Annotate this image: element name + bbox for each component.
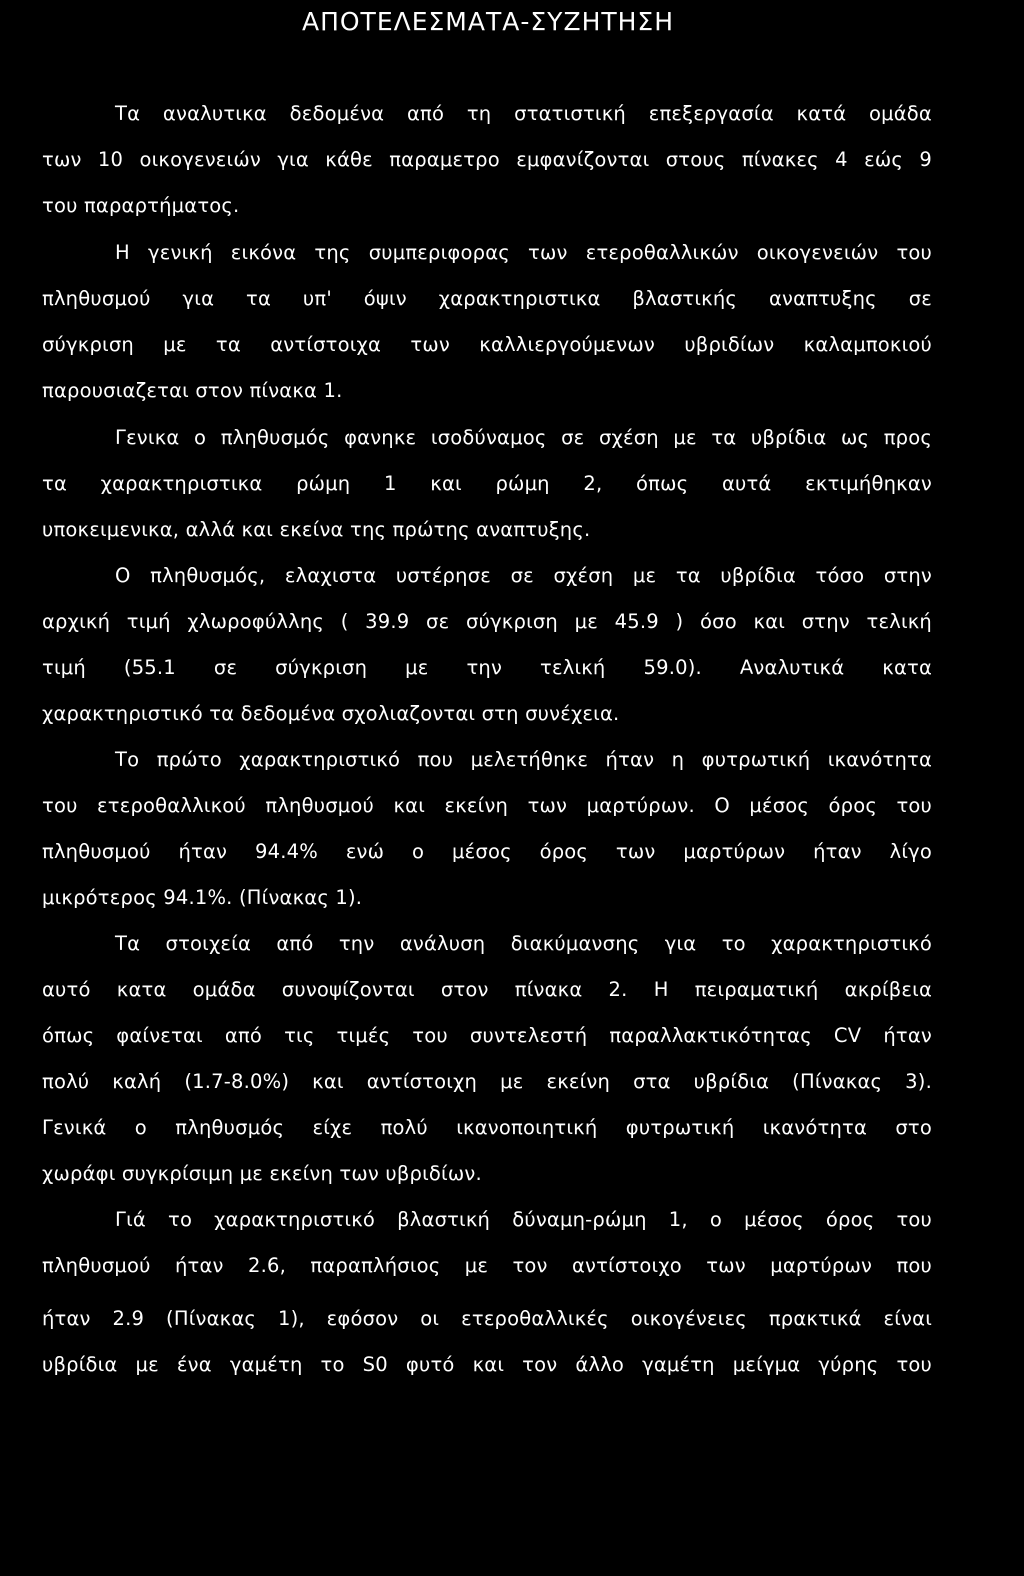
paragraph-7-line-1: Γιά το χαρακτηριστικό βλαστική δύναμη-ρώμη 1, ο μέσος όρος του — [115, 1208, 932, 1231]
paragraph-4-line-1: Ο πληθυσμός, ελαχιστα υστέρησε σε σχέση με τα υβρίδια τόσο στην — [115, 564, 932, 587]
paragraph-5-line-4: μικρότερος 94.1%. (Πίνακας 1). — [42, 886, 363, 909]
paragraph-3-line-1: Γενικα ο πληθυσμός φανηκε ισοδύναμος σε σχέση με τα υβρίδια ως προς — [115, 426, 932, 449]
paragraph-6-line-2: αυτό κατα ομάδα συνοψίζονται στον πίνακα 2. Η πειραματική ακρίβεια — [42, 978, 932, 1001]
paragraph-2-line-4: παρουσιαζεται στον πίνακα 1. — [42, 379, 343, 402]
paragraph-3-line-3: υποκειμενικα, αλλά και εκείνα της πρώτης αναπτυξης. — [42, 518, 591, 541]
paragraph-4-line-4: χαρακτηριστικό τα δεδομένα σχολιαζονται στη συνέχεια. — [42, 702, 620, 725]
paragraph-1-line-3: του παραρτήματος. — [42, 194, 240, 217]
paragraph-5-line-2: του ετεροθαλλικού πληθυσμού και εκείνη των μαρτύρων. Ο μέσος όρος του — [42, 794, 932, 817]
paragraph-7-line-4: υβρίδια με ένα γαμέτη το S0 φυτό και τον άλλο γαμέτη μείγμα γύρης του — [42, 1353, 932, 1376]
paragraph-2-line-3: σύγκριση με τα αντίστοιχα των καλλιεργούμενων υβριδίων καλαμποκιού — [42, 333, 932, 356]
paragraph-6-line-5: Γενικά ο πληθυσμός είχε πολύ ικανοποιητική φυτρωτική ικανότητα στο — [42, 1116, 932, 1139]
paragraph-2-line-2: πληθυσμού για τα υπ' όψιν χαρακτηριστικα βλαστικής αναπτυξης σε — [42, 287, 932, 310]
paragraph-7-line-2: πληθυσμού ήταν 2.6, παραπλήσιος με τον αντίστοιχο των μαρτύρων που — [42, 1254, 932, 1277]
paragraph-4-line-2: αρχική τιμή χλωροφύλλης ( 39.9 σε σύγκριση με 45.9 ) όσο και στην τελική — [42, 610, 932, 633]
paragraph-1-line-2: των 10 οικογενειών για κάθε παραμετρο εμφανίζονται στους πίνακες 4 εώς 9 — [42, 148, 932, 171]
section-heading: ΑΠΟΤΕΛΕΣΜΑΤΑ-ΣΥΖΗΤΗΣΗ — [301, 7, 675, 36]
paragraph-5-line-3: πληθυσμού ήταν 94.4% ενώ ο μέσος όρος των μαρτύρων ήταν λίγο — [42, 840, 932, 863]
paragraph-6-line-4: πολύ καλή (1.7-8.0%) και αντίστοιχη με εκείνη στα υβρίδια (Πίνακας 3). — [42, 1070, 932, 1093]
paragraph-3-line-2: τα χαρακτηριστικα ρώμη 1 και ρώμη 2, όπως αυτά εκτιμήθηκαν — [42, 472, 932, 495]
paragraph-4-line-3: τιμή (55.1 σε σύγκριση με την τελική 59.0). Αναλυτικά κατα — [42, 656, 932, 679]
paragraph-2-line-1: Η γενική εικόνα της συμπεριφορας των ετεροθαλλικών οικογενειών του — [115, 241, 932, 264]
paragraph-6-line-1: Τα στοιχεία από την ανάλυση διακύμανσης για το χαρακτηριστικό — [115, 932, 932, 955]
paragraph-6-line-6: χωράφι συγκρίσιμη με εκείνη των υβριδίων. — [42, 1162, 482, 1185]
paragraph-5-line-1: Το πρώτο χαρακτηριστικό που μελετήθηκε ήταν η φυτρωτική ικανότητα — [115, 748, 932, 771]
paragraph-7-line-3: ήταν 2.9 (Πίνακας 1), εφόσον οι ετεροθαλλικές οικογένειες πρακτικά είναι — [42, 1307, 932, 1330]
paragraph-1-line-1: Τα αναλυτικα δεδομένα από τη στατιστική επεξεργασία κατά ομάδα — [115, 102, 932, 125]
paragraph-6-line-3: όπως φαίνεται από τις τιμές του συντελεστή παραλλακτικότητας CV ήταν — [42, 1024, 932, 1047]
